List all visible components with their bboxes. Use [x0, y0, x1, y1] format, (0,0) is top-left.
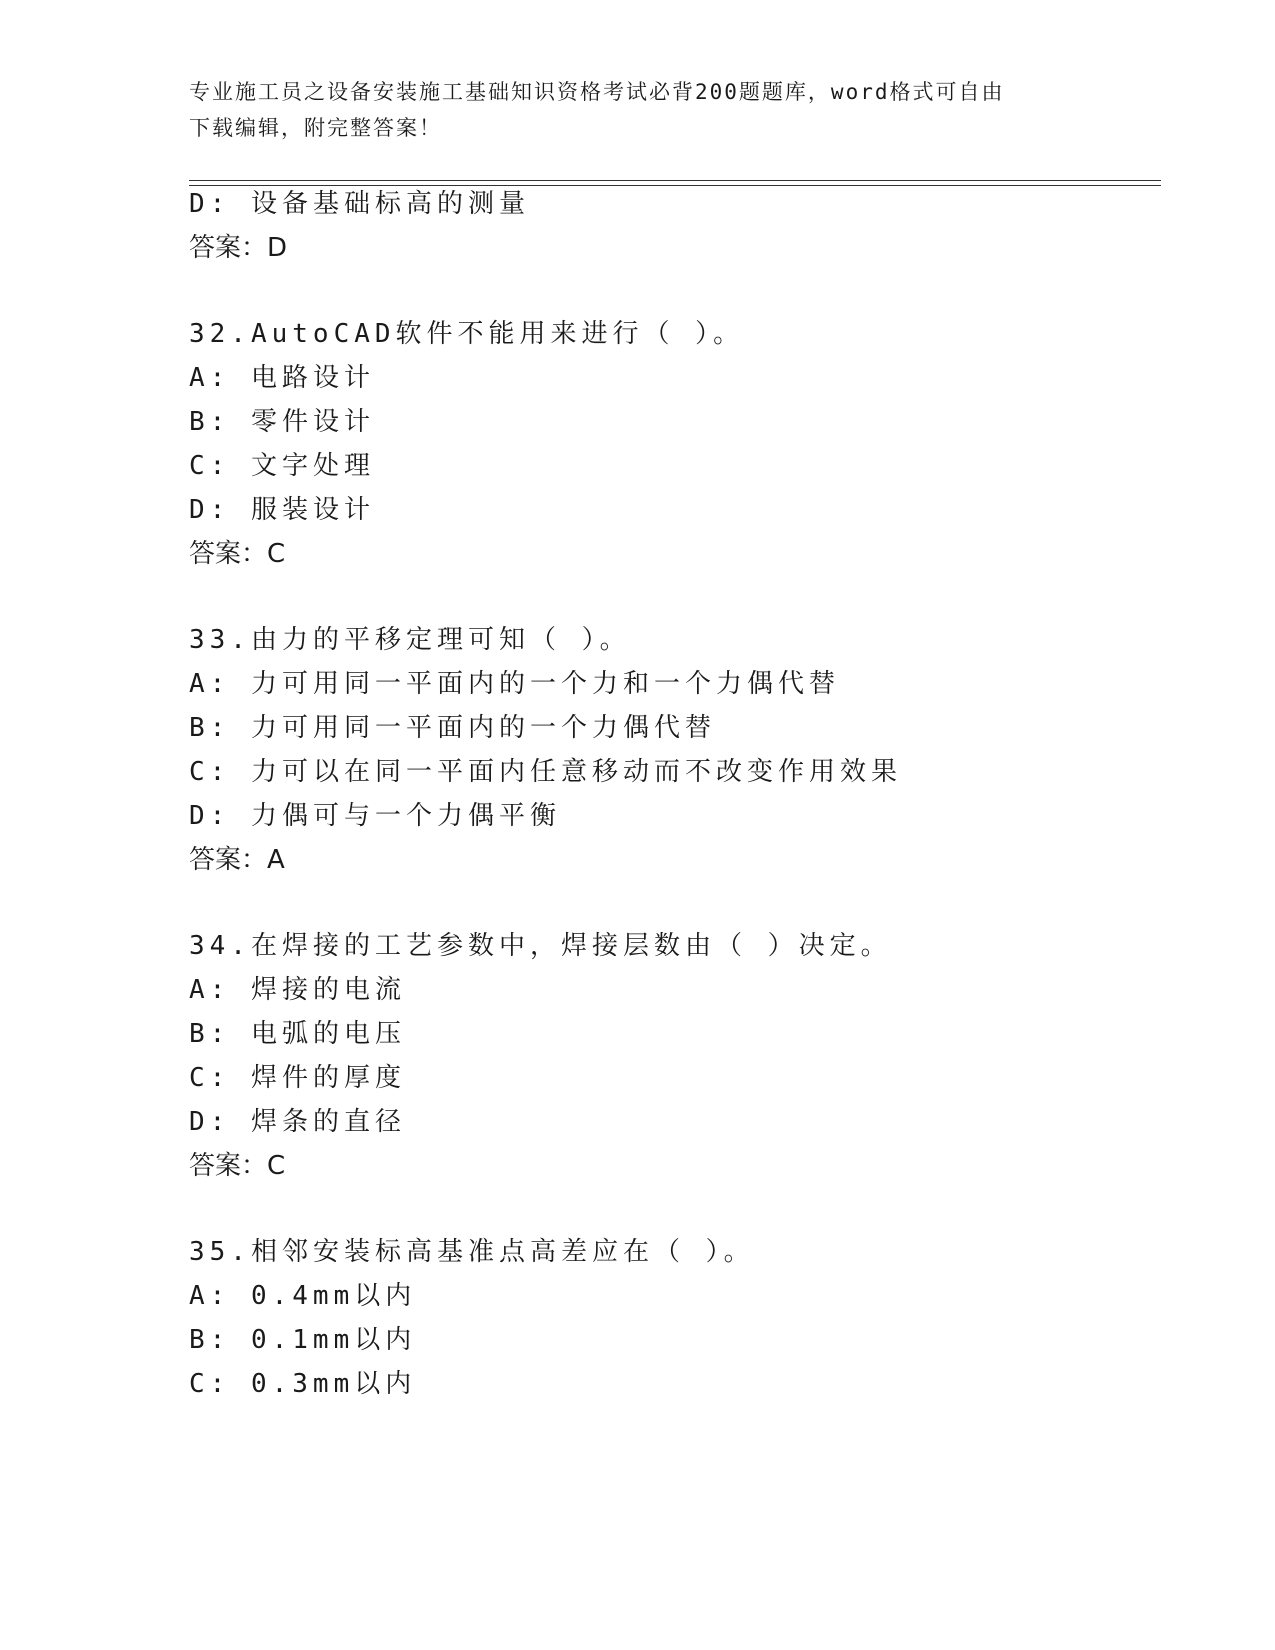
option-d: D: 力偶可与一个力偶平衡	[189, 801, 561, 831]
question-stem: 33.由力的平移定理可知（ ）。	[189, 625, 631, 655]
option-c: C: 0.3mm以内	[189, 1369, 417, 1399]
option-c: C: 焊件的厚度	[189, 1063, 406, 1093]
question-stem: 32.AutoCAD软件不能用来进行（ ）。	[189, 319, 745, 349]
option-c: C: 力可以在同一平面内任意移动而不改变作用效果	[189, 757, 902, 787]
header-divider-top	[189, 180, 1161, 181]
answer: 答案：A	[189, 845, 285, 875]
header-line-1: 专业施工员之设备安装施工基础知识资格考试必背200题题库，word格式可自由	[189, 80, 1005, 104]
q31-answer: 答案：D	[189, 233, 288, 263]
question-stem: 35.相邻安装标高基准点高差应在（ ）。	[189, 1237, 755, 1267]
option-b: B: 电弧的电压	[189, 1019, 406, 1049]
q31-option-d: D: 设备基础标高的测量	[189, 189, 530, 219]
option-a: A: 电路设计	[189, 363, 375, 393]
option-a: A: 0.4mm以内	[189, 1281, 417, 1311]
option-b: B: 力可用同一平面内的一个力偶代替	[189, 713, 716, 743]
option-d: D: 服装设计	[189, 495, 375, 525]
document-header	[189, 74, 1089, 146]
option-a: A: 焊接的电流	[189, 975, 406, 1005]
answer: 答案：C	[189, 539, 286, 569]
option-b: B: 0.1mm以内	[189, 1325, 417, 1355]
option-a: A: 力可用同一平面内的一个力和一个力偶代替	[189, 669, 840, 699]
header-divider-bottom	[189, 185, 1161, 186]
header-line-2: 下载编辑，附完整答案！	[189, 116, 442, 140]
question-stem: 34.在焊接的工艺参数中，焊接层数由（ ）决定。	[189, 931, 892, 961]
option-d: D: 焊条的直径	[189, 1107, 406, 1137]
answer: 答案：C	[189, 1151, 286, 1181]
option-b: B: 零件设计	[189, 407, 375, 437]
option-c: C: 文字处理	[189, 451, 375, 481]
